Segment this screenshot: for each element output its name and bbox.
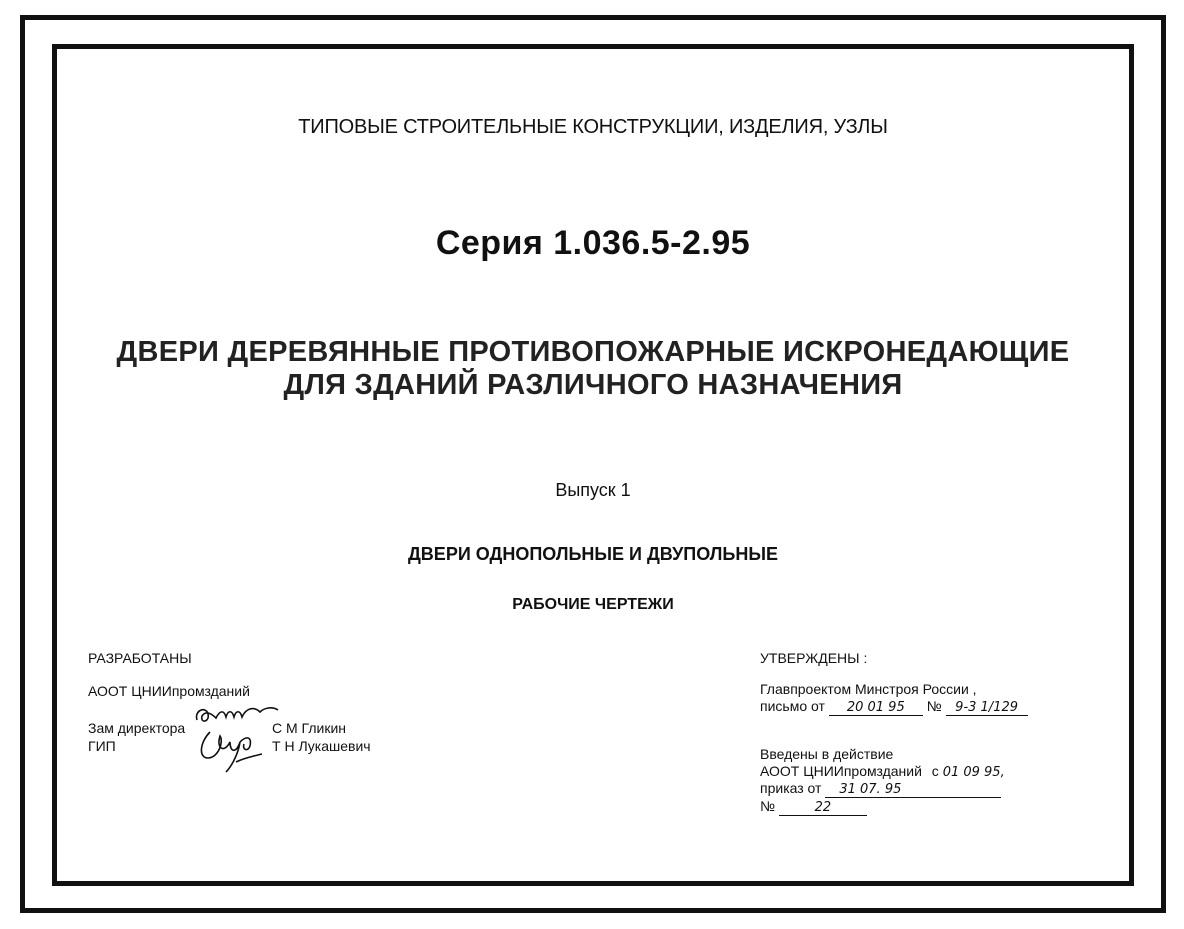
developed-heading: РАЗРАБОТАНЫ	[88, 650, 192, 666]
effective-from-date: 01 09 95,	[942, 765, 1005, 780]
developer-org: АООТ ЦНИИпромзданий	[88, 683, 250, 699]
effective-org-line	[760, 763, 1005, 780]
approved-heading: УТВЕРЖДЕНЫ :	[760, 650, 868, 666]
order-number-prefix: №	[760, 798, 776, 814]
effective-heading: Введены в действие	[760, 746, 894, 762]
title-line-2: ДЛЯ ЗДАНИЙ РАЗЛИЧНОГО НАЗНАЧЕНИЯ	[283, 369, 903, 401]
letter-date: 20 01 95	[829, 701, 923, 716]
signature-deputy-director	[192, 700, 282, 730]
approval-letter	[760, 698, 1028, 716]
category-heading: ТИПОВЫЕ СТРОИТЕЛЬНЫЕ КОНСТРУКЦИИ, ИЗДЕЛИЯ, УЗЛЫ	[298, 116, 888, 138]
effective-from-prefix: с	[931, 763, 939, 779]
issue-number: Выпуск 1	[555, 480, 631, 500]
order-line	[760, 780, 1001, 798]
chief-engineer-role: ГИП	[88, 738, 116, 754]
order-prefix: приказ от	[760, 780, 822, 796]
series-title: Серия 1.036.5-2.95	[435, 224, 751, 262]
letter-number: 9-3 1/129	[946, 701, 1028, 716]
deputy-director-name: С М Гликин	[272, 720, 347, 736]
letter-number-prefix: №	[926, 698, 942, 714]
document-type: РАБОЧИЕ ЧЕРТЕЖИ	[512, 596, 674, 613]
order-number: 22	[779, 801, 867, 816]
deputy-director-role: Зам директора	[88, 720, 186, 736]
approval-authority: Главпроектом Минстроя России ,	[760, 681, 977, 697]
title-line-1: ДВЕРИ ДЕРЕВЯННЫЕ ПРОТИВОПОЖАРНЫЕ ИСКРОНЕДАЮЩИЕ	[116, 336, 1070, 368]
letter-prefix: письмо от	[760, 698, 825, 714]
chief-engineer-name: Т Н Лукашевич	[272, 738, 371, 754]
signature-chief-engineer	[196, 728, 266, 776]
order-number-line	[760, 798, 867, 816]
document-title	[52, 336, 1134, 402]
subtitle: ДВЕРИ ОДНОПОЛЬНЫЕ И ДВУПОЛЬНЫЕ	[407, 544, 778, 564]
effective-org: АООТ ЦНИИпромзданий	[760, 763, 922, 779]
order-date: 31 07. 95	[825, 783, 1001, 798]
